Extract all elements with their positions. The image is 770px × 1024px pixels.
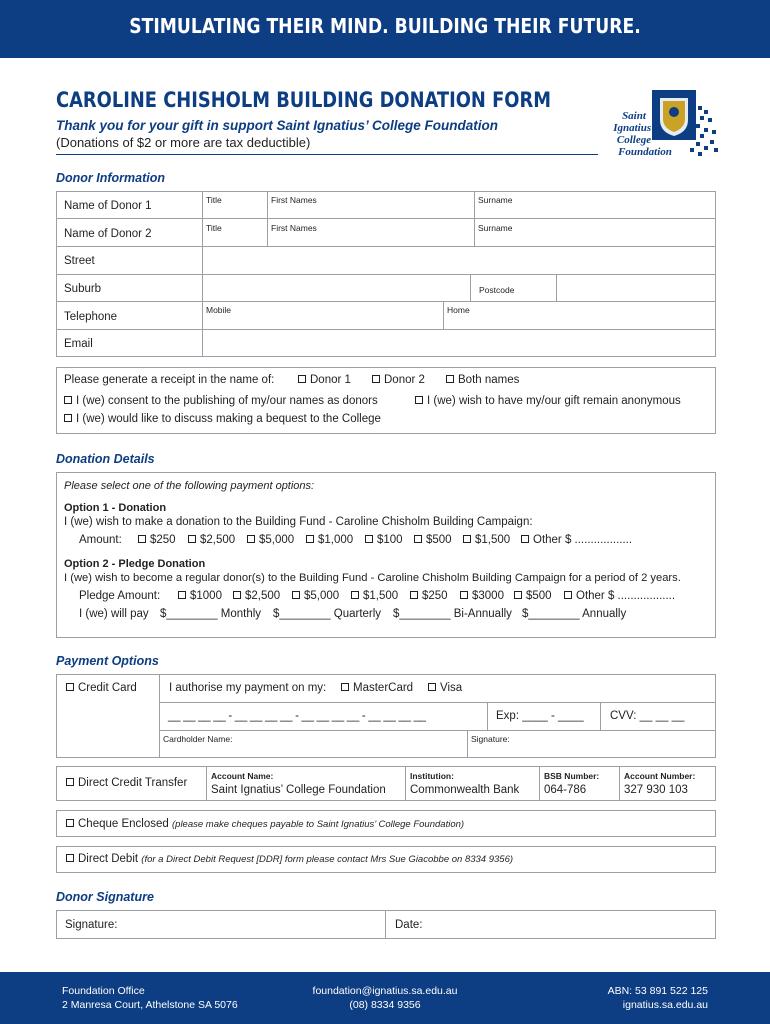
amount-checkbox[interactable]: $500 <box>414 534 452 546</box>
home-phone-field[interactable]: Home <box>447 305 470 315</box>
account-number-value: 327 930 103 <box>624 784 688 796</box>
mastercard-checkbox[interactable]: MasterCard <box>341 682 413 694</box>
anonymous-checkbox[interactable]: I (we) wish to have my/our gift remain anonymous <box>415 395 681 407</box>
pledge-checkbox[interactable]: $1,500 <box>351 590 398 602</box>
footer-website-link[interactable]: ignatius.sa.edu.au <box>622 999 708 1011</box>
annually-field[interactable]: $________ Annually <box>522 608 627 620</box>
option2-text: I (we) wish to become a regular donor(s) to the Building Fund - Caroline Chisholm Building Campaign for a period of 2 years. <box>64 572 681 584</box>
direct-credit-checkbox[interactable]: Direct Credit Transfer <box>66 777 187 789</box>
cardholder-name-field[interactable]: Cardholder Name: <box>163 734 233 744</box>
logo-line-1: Saint <box>622 110 646 122</box>
donation-details-heading: Donation Details <box>56 452 155 466</box>
footer-address: 2 Manresa Court, Athelstone SA 5076 <box>62 999 238 1011</box>
donor2-first-names-field[interactable]: First Names <box>271 223 317 233</box>
direct-debit-note: (for a Direct Debit Request [DDR] form please contact Mrs Sue Giacobbe on 8334 9356) <box>141 854 514 865</box>
quarterly-field[interactable]: $________ Quarterly <box>273 608 382 620</box>
logo-line-3: College <box>616 134 652 146</box>
tagline: STIMULATING THEIR MIND. BUILDING THEIR FUTURE. <box>129 14 641 38</box>
donor1-first-names-field[interactable]: First Names <box>271 195 317 205</box>
account-name-value: Saint Ignatius’ College Foundation <box>211 784 386 796</box>
footer-office: Foundation Office <box>62 985 145 997</box>
cheque-note: (please make cheques payable to Saint Ignatius’ College Foundation) <box>172 819 465 830</box>
footer-bar <box>0 972 770 1024</box>
option2-title: Option 2 - Pledge Donation <box>64 558 206 570</box>
footer-phone: (08) 8334 9356 <box>349 999 421 1011</box>
account-name-label: Account Name: <box>211 771 274 781</box>
account-number-label: Account Number: <box>624 771 696 781</box>
direct-debit-checkbox[interactable]: Direct Debit (for a Direct Debit Request [DDR] form please contact Mrs Sue Giacobbe on 8334 9356) <box>66 853 513 865</box>
donor1-title-field[interactable]: Title <box>206 195 222 205</box>
mobile-field[interactable]: Mobile <box>206 305 232 315</box>
street-label: Street <box>64 255 95 267</box>
pledge-checkbox[interactable]: $2,500 <box>233 590 280 602</box>
donor2-surname-field[interactable]: Surname <box>478 223 513 233</box>
cvv-field[interactable]: CVV: __ __ __ <box>610 710 685 722</box>
amount-checkbox[interactable]: $5,000 <box>247 534 294 546</box>
amount-checkbox[interactable]: $100 <box>365 534 403 546</box>
form-subtitle: Thank you for your gift in support Saint Ignatius’ College Foundation <box>56 118 498 133</box>
donor1-surname-field[interactable]: Surname <box>478 195 513 205</box>
institution-value: Commonwealth Bank <box>410 784 520 796</box>
donor-information-heading: Donor Information <box>56 171 166 185</box>
receipt-prompt: Please generate a receipt in the name of: <box>64 374 275 386</box>
amount-other-checkbox[interactable]: Other $ .................. <box>521 534 632 546</box>
pledge-checkbox[interactable]: $250 <box>410 590 448 602</box>
pledge-other-checkbox[interactable]: Other $ .................. <box>564 590 675 602</box>
signature-box <box>56 910 716 939</box>
bequest-checkbox[interactable]: I (we) would like to discuss making a bequest to the College <box>64 413 381 425</box>
institution-label: Institution: <box>410 771 454 781</box>
cheque-checkbox[interactable]: Cheque Enclosed (please make cheques payable to Saint Ignatius’ College Foundation) <box>66 818 464 830</box>
amount-checkbox[interactable]: $2,500 <box>188 534 235 546</box>
bsb-value: 064-786 <box>544 784 587 796</box>
footer-abn: ABN: 53 891 522 125 <box>607 985 708 997</box>
pledge-checkbox[interactable]: $5,000 <box>292 590 339 602</box>
pledge-checkbox[interactable]: $1000 <box>178 590 222 602</box>
payment-options-heading: Payment Options <box>56 654 159 668</box>
postcode-label: Postcode <box>479 285 515 295</box>
pledge-checkbox[interactable]: $3000 <box>460 590 504 602</box>
suburb-label: Suburb <box>64 283 102 295</box>
visa-checkbox[interactable]: Visa <box>428 682 462 694</box>
receipt-donor1-checkbox[interactable]: Donor 1 <box>298 374 351 386</box>
pledge-checkbox[interactable]: $500 <box>514 590 552 602</box>
donor2-title-field[interactable]: Title <box>206 223 222 233</box>
donor-signature-heading: Donor Signature <box>56 890 154 904</box>
logo-line-4: Foundation <box>618 146 672 158</box>
logo-line-2: Ignatius’ <box>613 122 655 134</box>
receipt-donor2-checkbox[interactable]: Donor 2 <box>372 374 425 386</box>
consent-checkbox[interactable]: I (we) consent to the publishing of my/our names as donors <box>64 395 378 407</box>
card-number-field[interactable]: __ __ __ __ - __ __ __ __ - __ __ __ __ - __ __ __ __ <box>168 710 426 722</box>
will-pay-label: I (we) will pay <box>79 608 149 620</box>
form-title: CAROLINE CHISHOLM BUILDING DONATION FORM <box>56 88 551 112</box>
amount-checkbox[interactable]: $1,000 <box>306 534 353 546</box>
option1-title: Option 1 - Donation <box>64 502 167 514</box>
title-rule <box>56 154 598 155</box>
pledge-label: Pledge Amount: <box>79 590 161 602</box>
amount-label: Amount: <box>79 534 122 546</box>
authorise-label: I authorise my payment on my: <box>169 682 327 694</box>
tax-note: (Donations of $2 or more are tax deductible) <box>56 135 311 150</box>
donor1-label: Name of Donor 1 <box>64 200 152 212</box>
signature-field[interactable]: Signature: <box>65 919 118 931</box>
telephone-label: Telephone <box>64 311 118 323</box>
option1-text: I (we) wish to make a donation to the Building Fund - Caroline Chisholm Building Campaign: <box>64 516 533 528</box>
amount-checkbox[interactable]: $1,500 <box>463 534 510 546</box>
bsb-label: BSB Number: <box>544 771 600 781</box>
college-logo <box>600 88 720 160</box>
amount-checkbox[interactable]: $250 <box>138 534 176 546</box>
monthly-field[interactable]: $________ Monthly <box>160 608 262 620</box>
date-field[interactable]: Date: <box>395 919 423 931</box>
expiry-field[interactable]: Exp: ____ - ____ <box>496 710 584 722</box>
credit-card-checkbox[interactable]: Credit Card <box>66 682 137 694</box>
email-label: Email <box>64 338 93 350</box>
receipt-both-checkbox[interactable]: Both names <box>446 374 519 386</box>
biannually-field[interactable]: $________ Bi-Annually <box>393 608 512 620</box>
footer-email-link[interactable]: foundation@ignatius.sa.edu.au <box>312 985 458 997</box>
card-signature-field[interactable]: Signature: <box>471 734 510 744</box>
header-bar <box>0 0 770 58</box>
donor2-label: Name of Donor 2 <box>64 228 152 240</box>
donation-instruction: Please select one of the following payment options: <box>64 480 315 492</box>
